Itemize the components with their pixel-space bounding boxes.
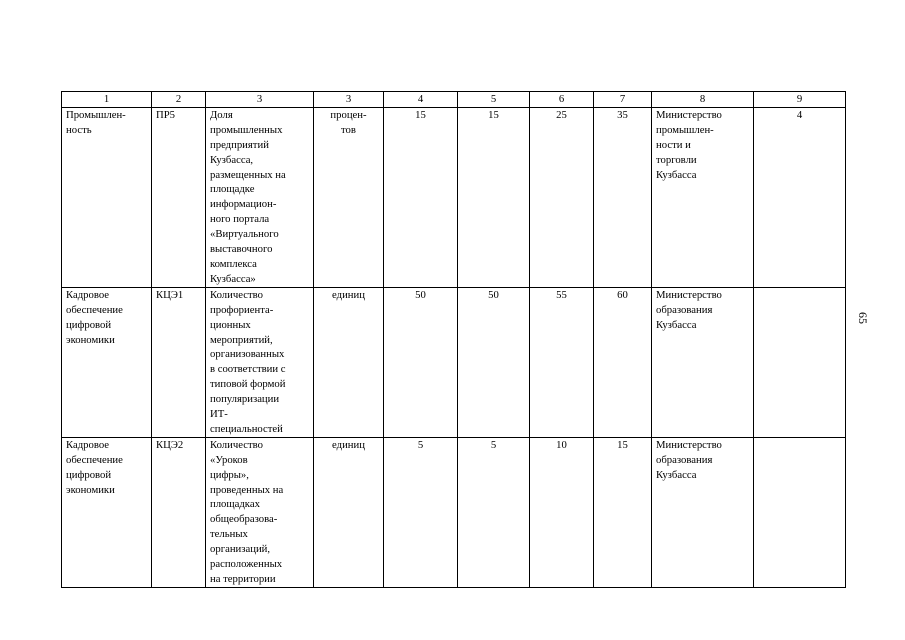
area-line: ность	[66, 123, 92, 136]
area-line: Промышлен-	[66, 108, 126, 121]
unit-cell	[314, 107, 384, 287]
area-line: обеспечение	[66, 453, 123, 466]
page-number: 65	[856, 312, 870, 324]
indicator-line: комплекса	[210, 257, 257, 270]
column-number: 3	[206, 92, 314, 108]
col9-cell	[754, 437, 846, 587]
indicator-line: Кузбасса»	[210, 272, 256, 285]
table-row	[62, 107, 846, 287]
column-number: 4	[384, 92, 458, 108]
indicator-line: предприятий	[210, 138, 269, 151]
area-line: Кадровое	[66, 288, 110, 301]
column-number: 8	[652, 92, 754, 108]
indicator-cell	[206, 437, 314, 587]
value-cell: 25	[530, 107, 594, 287]
unit-cell	[314, 437, 384, 587]
code-cell: КЦЭ1	[152, 287, 206, 437]
responsible-cell	[652, 437, 754, 587]
responsible-line: Кузбасса	[656, 318, 697, 331]
col9-cell	[754, 287, 846, 437]
code-cell: ПР5	[152, 107, 206, 287]
unit-line: единиц	[332, 438, 365, 451]
responsible-line: Кузбасса	[656, 168, 697, 181]
area-cell	[62, 437, 152, 587]
indicator-line: Количество	[210, 288, 263, 301]
responsible-line: ности и	[656, 138, 691, 151]
value-cell: 5	[458, 437, 530, 587]
indicators-table	[61, 91, 846, 588]
indicator-line: ционных	[210, 318, 251, 331]
responsible-line: образования	[656, 453, 713, 466]
indicator-line: на территории	[210, 573, 276, 585]
column-number: 2	[152, 92, 206, 108]
responsible-line: промышлен-	[656, 123, 714, 136]
unit-line: процен-	[330, 108, 367, 121]
indicator-line: Кузбасса,	[210, 153, 254, 166]
indicator-line: информацион-	[210, 198, 277, 211]
indicator-line: Доля	[210, 108, 233, 121]
column-number: 6	[530, 92, 594, 108]
area-line: Кадровое	[66, 438, 110, 451]
table-row	[62, 287, 846, 437]
indicator-line: организаций,	[210, 543, 271, 556]
area-line: цифровой	[66, 468, 112, 481]
column-number-row	[62, 92, 846, 108]
indicator-line: в соответствии с	[210, 363, 286, 376]
indicator-line: тельных	[210, 528, 248, 541]
responsible-line: Министерство	[656, 108, 722, 121]
value-cell: 5	[384, 437, 458, 587]
indicator-line: площадке	[210, 183, 255, 196]
indicator-line: цифры»,	[210, 468, 249, 481]
responsible-line: торговли	[656, 153, 697, 166]
indicator-line: мероприятий,	[210, 333, 273, 346]
unit-line: единиц	[332, 288, 365, 301]
responsible-line: образования	[656, 303, 713, 316]
value-cell: 10	[530, 437, 594, 587]
responsible-cell	[652, 107, 754, 287]
area-line: экономики	[66, 483, 115, 496]
col9-cell: 4	[754, 107, 846, 287]
indicator-line: общеобразова-	[210, 513, 278, 526]
column-number: 5	[458, 92, 530, 108]
column-number: 1	[62, 92, 152, 108]
value-cell: 15	[594, 437, 652, 587]
responsible-line: Кузбасса	[656, 468, 697, 481]
indicator-line: проведенных на	[210, 483, 284, 496]
indicator-line: «Виртуального	[210, 228, 279, 241]
area-cell	[62, 287, 152, 437]
value-cell: 15	[458, 107, 530, 287]
code-cell: КЦЭ2	[152, 437, 206, 587]
indicator-line: Количество	[210, 438, 263, 451]
indicator-line: выставочного	[210, 243, 273, 256]
indicator-line: организованных	[210, 348, 285, 361]
indicator-line: промышленных	[210, 123, 283, 136]
indicator-line: размещенных на	[210, 168, 286, 181]
indicator-line: типовой формой	[210, 378, 286, 391]
indicator-line: популяризации	[210, 393, 280, 406]
value-cell: 55	[530, 287, 594, 437]
indicator-cell	[206, 107, 314, 287]
value-cell: 35	[594, 107, 652, 287]
unit-line: тов	[341, 123, 356, 136]
indicator-line: расположенных	[210, 558, 283, 571]
indicator-line: профориента-	[210, 303, 274, 316]
area-cell	[62, 107, 152, 287]
area-line: обеспечение	[66, 303, 123, 316]
column-number: 9	[754, 92, 846, 108]
indicator-line: ного портала	[210, 213, 270, 226]
indicator-line: площадках	[210, 498, 260, 511]
indicator-line: специальностей	[210, 422, 283, 435]
area-line: экономики	[66, 333, 115, 346]
unit-cell	[314, 287, 384, 437]
table-row	[62, 437, 846, 587]
value-cell: 15	[384, 107, 458, 287]
responsible-line: Министерство	[656, 438, 722, 451]
column-number: 7	[594, 92, 652, 108]
responsible-line: Министерство	[656, 288, 722, 301]
value-cell: 60	[594, 287, 652, 437]
area-line: цифровой	[66, 318, 112, 331]
responsible-cell	[652, 287, 754, 437]
indicator-cell	[206, 287, 314, 437]
value-cell: 50	[458, 287, 530, 437]
value-cell: 50	[384, 287, 458, 437]
column-number: 3	[314, 92, 384, 108]
indicator-line: ИТ-	[210, 408, 228, 421]
indicator-line: «Уроков	[210, 453, 248, 466]
